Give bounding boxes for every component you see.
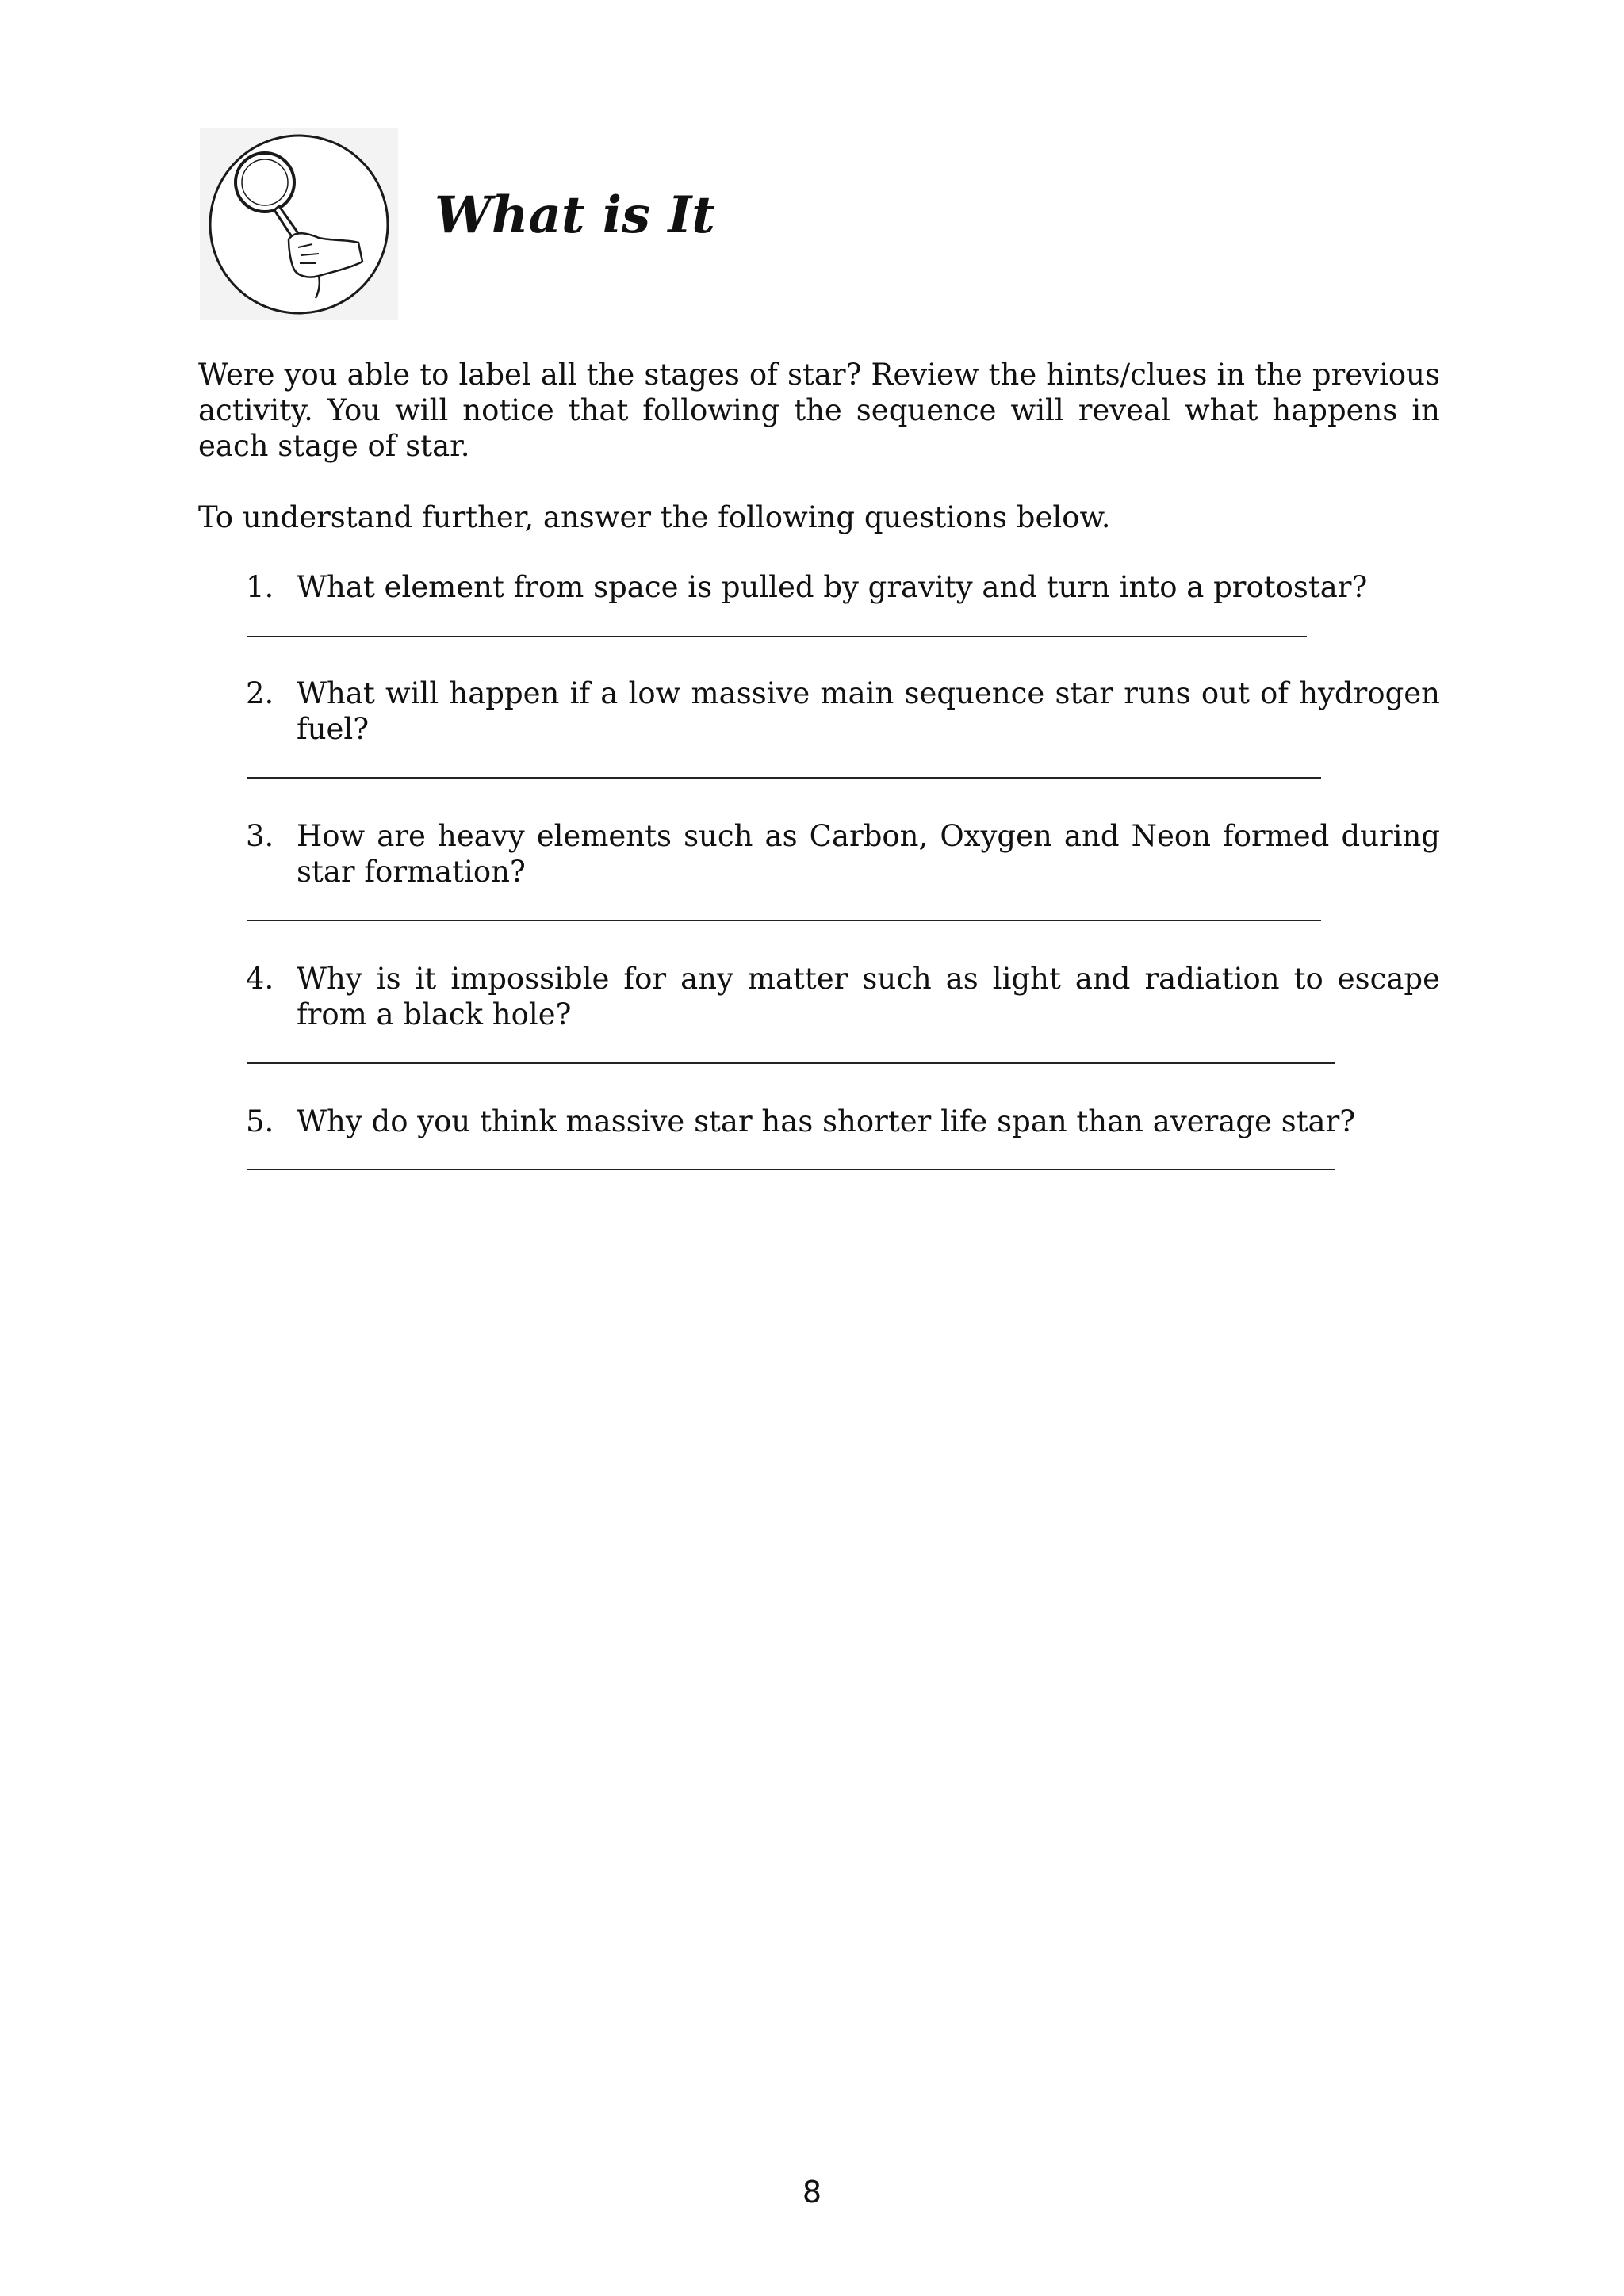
- question-2: [246, 675, 1440, 747]
- question-text: What will happen if a low massive main sequence star runs out of hydrogen fuel?: [297, 676, 1440, 746]
- question-number: 1.: [246, 570, 274, 604]
- instruction-text: To understand further, answer the following questions below.: [198, 500, 1111, 534]
- question-text: Why do you think massive star has shorter life span than average star?: [297, 1104, 1356, 1138]
- section-title: What is It: [435, 186, 715, 245]
- answer-line-2[interactable]: [247, 777, 1321, 779]
- answer-line-1[interactable]: [247, 636, 1307, 637]
- question-number: 2.: [246, 676, 274, 710]
- answer-line-4[interactable]: [247, 1062, 1335, 1064]
- question-text: Why is it impossible for any matter such as light and radiation to escape from a black hole?: [297, 962, 1440, 1031]
- question-text: What element from space is pulled by gravity and turn into a protostar?: [297, 570, 1368, 604]
- page-number: 8: [802, 2175, 822, 2210]
- question-number: 5.: [246, 1104, 274, 1138]
- question-3: [246, 818, 1440, 890]
- question-1: [246, 569, 1440, 605]
- question-number: 3.: [246, 819, 274, 853]
- intro-paragraph: Were you able to label all the stages of star? Review the hints/clues in the previous activity. You will notice that following the sequence will reveal what happens in each stage of star.: [198, 358, 1440, 463]
- question-4: [246, 961, 1440, 1032]
- answer-line-5[interactable]: [247, 1169, 1335, 1170]
- question-5: [246, 1104, 1440, 1139]
- answer-line-3[interactable]: [247, 920, 1321, 921]
- question-number: 4.: [246, 962, 274, 996]
- magnifying-glass-icon: [200, 128, 398, 320]
- question-text: How are heavy elements such as Carbon, Oxygen and Neon formed during star formation?: [297, 819, 1440, 889]
